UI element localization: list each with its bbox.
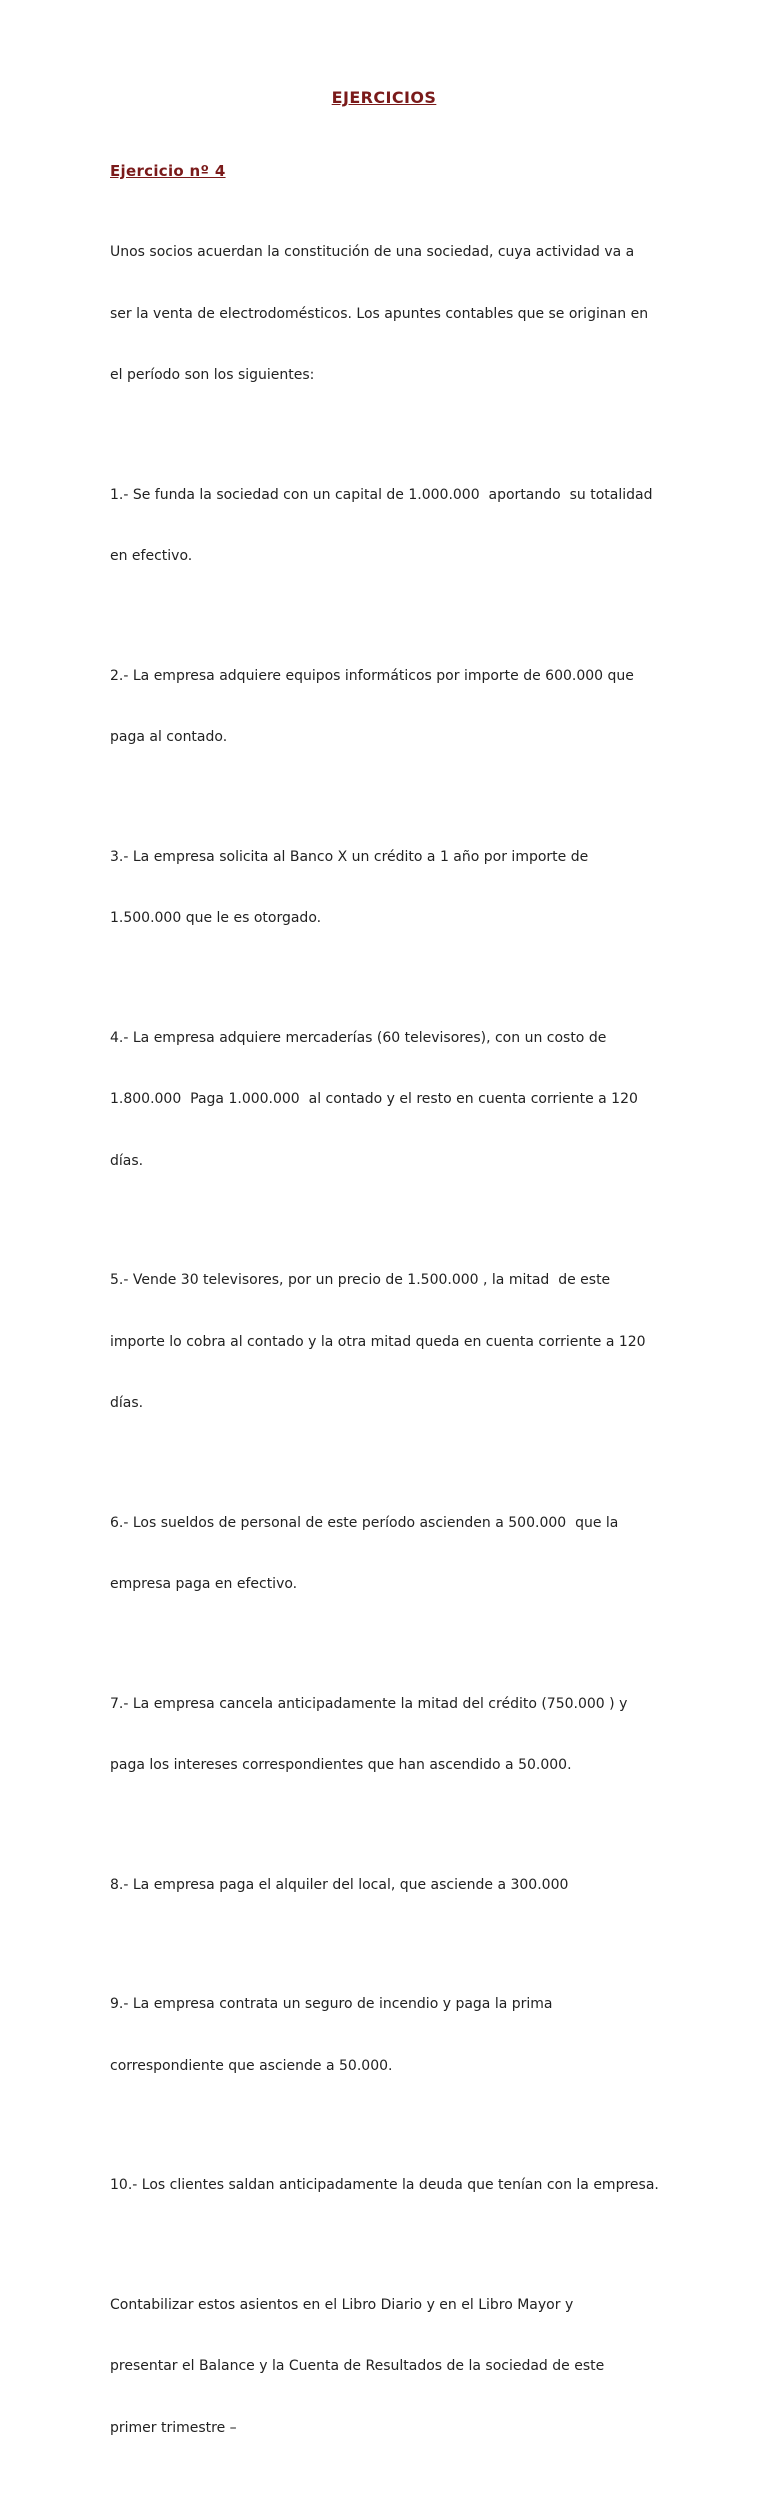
text-line: el período son los siguientes:: [110, 367, 315, 383]
exercise-body: [110, 201, 666, 2496]
text-line: en efectivo.: [110, 548, 193, 564]
instructions-paragraph: [110, 2254, 666, 2480]
text-line: 1.- Se funda la sociedad con un capital de 1.000.000 aportando su totalidad: [110, 486, 653, 503]
item-10-paragraph: [110, 2134, 666, 2237]
item-2-paragraph: [110, 625, 666, 789]
text-line: 9.- La empresa contrata un seguro de incendio y paga la prima: [110, 1996, 553, 2012]
exercise-heading: Ejercicio nº 4: [110, 162, 226, 180]
item-3-paragraph: [110, 806, 666, 970]
text-line: Contabilizar estos asientos en el Libro Diario y en el Libro Mayor y: [110, 2296, 574, 2313]
page-title: EJERCICIOS: [331, 88, 437, 107]
text-line: 8.- La empresa paga el alquiler del local, que asciende a 300.000: [110, 1876, 569, 1893]
item-9-paragraph: [110, 1953, 666, 2117]
text-line: primer trimestre –: [110, 2419, 237, 2436]
text-line: 6.- Los sueldos de personal de este período ascienden a 500.000 que la: [110, 1514, 619, 1531]
text-line: 2.- La empresa adquiere equipos informáticos por importe de 600.000 que: [110, 667, 634, 684]
text-line: 7.- La empresa cancela anticipadamente la mitad del crédito (750.000 ) y: [110, 1695, 628, 1712]
text-line: importe lo cobra al contado y la otra mitad queda en cuenta corriente a 120: [110, 1333, 646, 1350]
text-line: Unos socios acuerdan la constitución de una sociedad, cuya actividad va a: [110, 244, 635, 260]
text-line: 10.- Los clientes saldan anticipadamente la deuda que tenían con la empresa.: [110, 2177, 659, 2193]
item-8-paragraph: [110, 1834, 666, 1937]
text-line: 5.- Vende 30 televisores, por un precio de 1.500.000 , la mitad de este: [110, 1272, 611, 1288]
text-line: empresa paga en efectivo.: [110, 1576, 298, 1592]
text-line: 4.- La empresa adquiere mercaderías (60 televisores), con un costo de: [110, 1029, 607, 1046]
item-1-paragraph: [110, 444, 666, 608]
text-line: presentar el Balance y la Cuenta de Resultados de la sociedad de este: [110, 2358, 605, 2374]
item-4-paragraph: [110, 987, 666, 1213]
text-line: ser la venta de electrodomésticos. Los apuntes contables que se originan en: [110, 305, 649, 322]
intro-paragraph: [110, 201, 666, 427]
text-line: 3.- La empresa solicita al Banco X un crédito a 1 año por importe de: [110, 848, 589, 865]
item-7-paragraph: [110, 1653, 666, 1817]
text-line: 1.800.000 Paga 1.000.000 al contado y el resto en cuenta corriente a 120: [110, 1091, 638, 1107]
item-5-paragraph: [110, 1229, 666, 1455]
text-line: paga al contado.: [110, 729, 228, 745]
item-6-paragraph: [110, 1472, 666, 1636]
text-line: días.: [110, 1395, 144, 1411]
text-line: días.: [110, 1152, 144, 1169]
text-line: paga los intereses correspondientes que han ascendido a 50.000.: [110, 1757, 572, 1773]
text-line: correspondiente que asciende a 50.000.: [110, 2057, 393, 2074]
text-line: 1.500.000 que le es otorgado.: [110, 910, 322, 926]
